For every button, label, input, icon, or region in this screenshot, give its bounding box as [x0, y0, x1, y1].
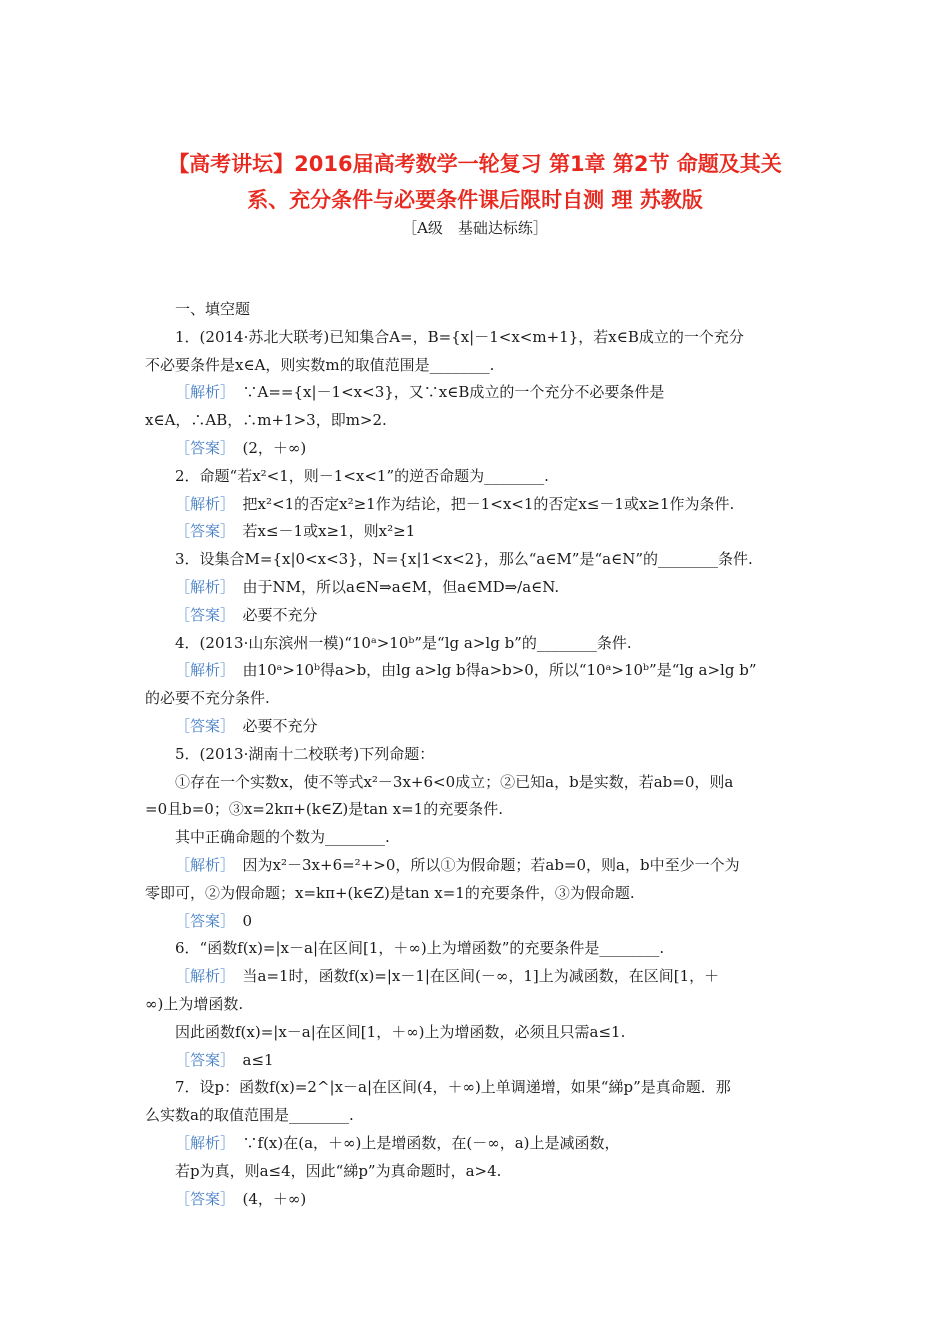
analysis-4: ［解析］ 由10ᵃ>10ᵇ得a>b，由lg a>lg b得a>b>0，所以“10ᵃ>10ᵇ”是“lg a>lg b” — [175, 661, 757, 680]
document-title — [100, 146, 850, 218]
answer-6: ［答案］ a≤1 — [175, 1050, 274, 1069]
question-5: 5．(2013·湖南十二校联考)下列命题： — [175, 744, 435, 763]
analysis-tag: ［解析］ — [175, 494, 228, 513]
analysis-1-cont: x∈A，∴AB，∴m+1>3，即m>2. — [145, 411, 387, 430]
analysis-tag: ［解析］ — [175, 577, 228, 596]
answer-tag: ［答案］ — [175, 716, 228, 735]
analysis-4-cont: 的必要不充分条件. — [145, 689, 270, 708]
analysis-6: ［解析］ 当a=1时，函数f(x)=|x－1|在区间(－∞，1]上为减函数，在区间[1，＋ — [175, 967, 720, 986]
analysis-7: ［解析］ ∵f(x)在(a，＋∞)上是增函数，在(－∞，a)上是减函数， — [175, 1133, 620, 1152]
answer-1: ［答案］ (2，＋∞) — [175, 438, 307, 457]
answer-tag: ［答案］ — [175, 522, 228, 541]
analysis-tag: ［解析］ — [175, 383, 228, 402]
question-5-prompt: 其中正确命题的个数为________. — [175, 828, 390, 847]
question-7-cont: 么实数a的取值范围是________. — [145, 1106, 354, 1125]
question-4: 4．(2013·山东滨州一模)“10ᵃ>10ᵇ”是“lg a>lg b”的________条件. — [175, 633, 632, 652]
analysis-3: ［解析］ 由于NM，所以a∈N⇒a∈M，但a∈MD⇒/a∈N. — [175, 577, 560, 596]
question-1: 1．(2014·苏北大联考)已知集合A=，B={x|－1<x<m+1}，若x∈B成立的一个充分 — [175, 327, 744, 346]
analysis-5-cont: 零即可，②为假命题；x=kπ+(k∈Z)是tan x=1的充要条件，③为假命题. — [145, 883, 635, 902]
question-5-body: ①存在一个实数x，使不等式x²－3x+6<0成立；②已知a，b是实数，若ab=0，则a — [175, 772, 734, 791]
exercise-content — [145, 296, 805, 1213]
answer-tag: ［答案］ — [175, 438, 228, 457]
question-2: 2．命题“若x²<1，则－1<x<1”的逆否命题为________. — [175, 466, 549, 485]
answer-tag: ［答案］ — [175, 1189, 228, 1208]
analysis-1: ［解析］ ∵A=={x|－1<x<3}，又∵x∈B成立的一个充分不必要条件是 — [175, 383, 665, 402]
section-level-heading: ［A级 基础达标练］ — [402, 219, 548, 237]
answer-3: ［答案］ 必要不充分 — [175, 605, 318, 624]
analysis-5: ［解析］ 因为x²－3x+6=²+>0，所以①为假命题；若ab=0，则a，b中至少一个为 — [175, 855, 740, 874]
analysis-tag: ［解析］ — [175, 967, 228, 986]
title-line-2: 系、充分条件与必要条件课后限时自测 理 苏教版 — [247, 188, 703, 212]
analysis-6-cont: ∞)上为增函数. — [145, 994, 244, 1013]
question-6: 6．“函数f(x)=|x－a|在区间[1，＋∞)上为增函数”的充要条件是________. — [175, 939, 665, 958]
answer-tag: ［答案］ — [175, 1050, 228, 1069]
question-7: 7．设p：函数f(x)=2^|x－a|在区间(4，＋∞)上单调递增，如果“綈p”是真命题．那 — [175, 1078, 731, 1097]
analysis-6-conclusion: 因此函数f(x)=|x－a|在区间[1，＋∞)上为增函数，必须且只需a≤1. — [175, 1022, 626, 1041]
title-line-1: 【高考讲坛】2016届高考数学一轮复习 第1章 第2节 命题及其关 — [168, 152, 782, 176]
answer-4: ［答案］ 必要不充分 — [175, 716, 318, 735]
analysis-tag: ［解析］ — [175, 661, 228, 680]
question-3: 3．设集合M={x|0<x<3}，N={x|1<x<2}，那么“a∈M”是“a∈N”的________条件. — [175, 550, 753, 569]
question-1-cont: 不必要条件是x∈A，则实数m的取值范围是________. — [145, 355, 495, 374]
analysis-tag: ［解析］ — [175, 1133, 228, 1152]
answer-tag: ［答案］ — [175, 605, 228, 624]
analysis-2: ［解析］ 把x²<1的否定x²≥1作为结论，把－1<x<1的否定x≤－1或x≥1作为条件. — [175, 494, 735, 513]
question-5-body-cont: =0且b=0；③x=2kπ+(k∈Z)是tan x=1的充要条件. — [145, 800, 503, 819]
answer-7: ［答案］ (4，＋∞) — [175, 1189, 307, 1208]
analysis-tag: ［解析］ — [175, 855, 228, 874]
answer-2: ［答案］ 若x≤－1或x≥1，则x²≥1 — [175, 522, 416, 541]
analysis-7-cont: 若p为真，则a≤4，因此“綈p”为真命题时，a>4. — [175, 1161, 502, 1180]
section-heading: 一、填空题 — [175, 300, 251, 318]
answer-5: ［答案］ 0 — [175, 911, 253, 930]
answer-tag: ［答案］ — [175, 911, 228, 930]
